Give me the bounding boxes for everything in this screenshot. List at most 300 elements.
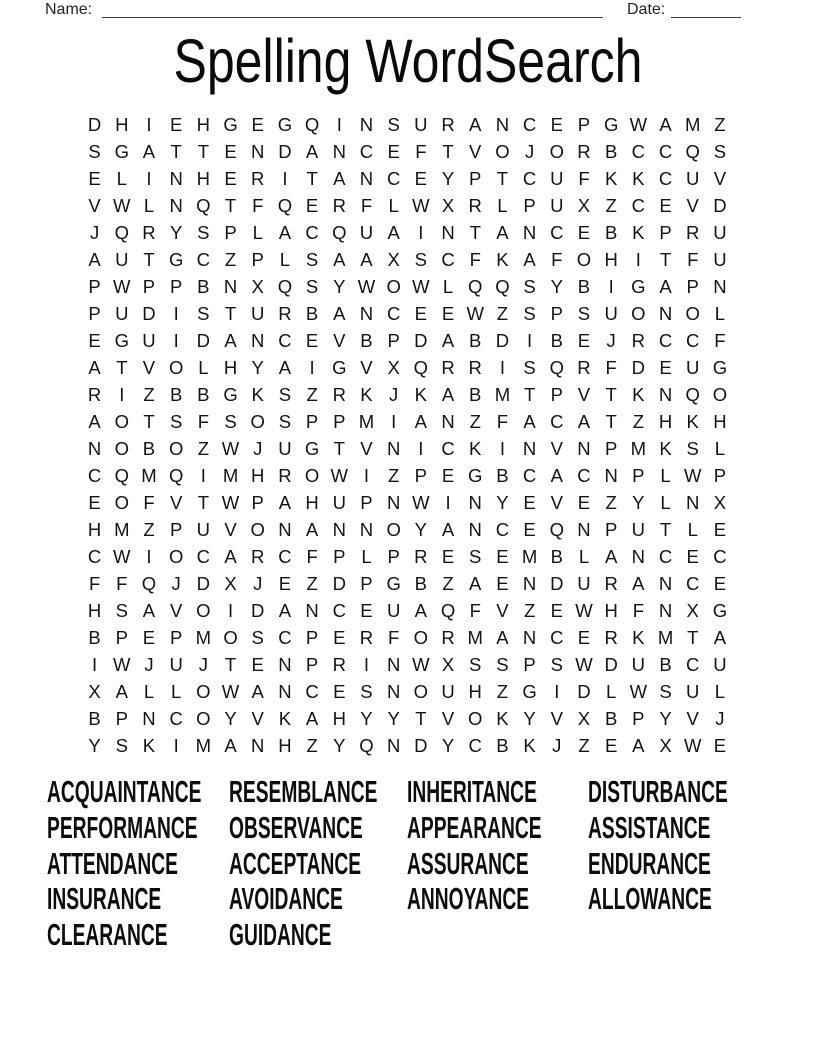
grid-letter-r24c10: Y <box>333 735 346 757</box>
grid-letter-r23c23: V <box>686 708 699 730</box>
grid-letter-r11c20: T <box>605 384 617 406</box>
grid-letter-r3c15: P <box>469 168 482 190</box>
grid-letter-r18c15: A <box>469 573 482 595</box>
grid-letter-r7c21: G <box>631 276 646 298</box>
word-item: AVOIDANCE <box>229 882 343 917</box>
grid-letter-r10c9: I <box>309 357 315 379</box>
grid-letter-r2c19: R <box>577 141 591 163</box>
grid-letter-r2c20: B <box>604 141 618 163</box>
grid-letter-r1c6: G <box>223 114 238 136</box>
grid-letter-r7c15: Q <box>468 276 483 298</box>
grid-letter-r12c24: H <box>713 411 727 433</box>
grid-letter-r12c14: N <box>441 411 455 433</box>
grid-letter-r23c16: K <box>496 708 509 730</box>
grid-letter-r16c16: C <box>495 519 510 541</box>
grid-letter-r19c7: D <box>251 600 265 622</box>
grid-letter-r18c22: N <box>658 573 673 595</box>
grid-letter-r23c10: H <box>332 708 346 730</box>
grid-letter-r1c9: Q <box>304 114 320 136</box>
grid-letter-r21c4: U <box>169 654 183 676</box>
grid-letter-r15c12: N <box>386 492 401 514</box>
grid-letter-r6c13: S <box>414 249 428 271</box>
grid-letter-r21c6: T <box>224 654 237 676</box>
grid-letter-r10c18: Q <box>549 357 564 379</box>
grid-letter-r18c11: P <box>360 573 373 595</box>
grid-letter-r1c2: H <box>115 114 129 136</box>
grid-letter-r19c22: N <box>658 600 673 622</box>
grid-letter-r3c20: K <box>604 168 618 190</box>
grid-letter-r7c1: P <box>88 276 101 298</box>
grid-letter-r17c4: O <box>168 546 184 568</box>
grid-letter-r4c7: F <box>252 195 264 217</box>
grid-letter-r17c2: W <box>113 546 131 568</box>
grid-letter-r10c1: A <box>88 357 101 379</box>
grid-letter-r20c4: P <box>169 627 183 649</box>
grid-letter-r20c14: R <box>441 627 455 649</box>
grid-letter-r3c13: E <box>414 168 428 190</box>
grid-letter-r9c22: C <box>658 330 673 352</box>
grid-letter-r8c8: R <box>278 303 292 325</box>
grid-letter-r18c3: Q <box>141 573 157 595</box>
grid-letter-r18c14: Z <box>442 573 454 595</box>
grid-letter-r8c22: N <box>658 303 673 325</box>
grid-letter-r9c5: D <box>196 330 211 352</box>
grid-letter-r11c4: B <box>169 384 183 406</box>
grid-letter-r6c11: A <box>360 249 373 271</box>
grid-letter-r12c5: F <box>197 411 209 433</box>
grid-letter-r15c19: E <box>577 492 591 514</box>
grid-letter-r11c22: N <box>658 384 673 406</box>
grid-letter-r17c18: B <box>550 546 563 568</box>
grid-letter-r12c12: I <box>391 411 397 433</box>
grid-letter-r20c18: C <box>550 627 564 649</box>
grid-letter-r5c8: A <box>278 222 292 244</box>
grid-letter-r8c2: U <box>115 303 129 325</box>
grid-letter-r13c16: I <box>499 438 505 460</box>
grid-letter-r20c1: B <box>88 627 101 649</box>
grid-letter-r22c10: E <box>333 681 346 703</box>
grid-letter-r22c8: N <box>278 681 292 703</box>
grid-letter-r13c6: W <box>221 438 240 460</box>
grid-letter-r23c8: K <box>278 708 292 730</box>
grid-letter-r17c15: S <box>469 546 482 568</box>
grid-letter-r13c9: G <box>304 438 320 460</box>
grid-letter-r24c22: X <box>659 735 672 757</box>
grid-letter-r7c11: W <box>357 276 376 298</box>
grid-letter-r22c17: G <box>522 681 537 703</box>
grid-letter-r10c7: Y <box>251 357 264 379</box>
grid-letter-r7c22: A <box>659 276 672 298</box>
grid-letter-r16c20: P <box>604 519 618 541</box>
grid-letter-r5c3: R <box>142 222 156 244</box>
grid-letter-r17c10: P <box>333 546 346 568</box>
grid-letter-r3c24: V <box>713 168 727 190</box>
grid-letter-r18c5: D <box>196 573 211 595</box>
grid-letter-r8c23: O <box>685 303 700 325</box>
grid-letter-r16c23: L <box>687 519 698 541</box>
grid-letter-r24c17: K <box>523 735 536 757</box>
grid-letter-r9c9: E <box>305 330 319 352</box>
grid-letter-r1c17: C <box>522 114 537 136</box>
grid-letter-r20c6: O <box>223 627 238 649</box>
grid-letter-r13c17: N <box>522 438 537 460</box>
grid-letter-r19c9: N <box>305 600 319 622</box>
grid-letter-r12c15: Z <box>469 411 481 433</box>
word-item: ASSURANCE <box>407 846 529 881</box>
grid-letter-r22c18: I <box>554 681 560 703</box>
grid-letter-r15c4: V <box>169 492 183 514</box>
grid-letter-r11c9: Z <box>306 384 318 406</box>
grid-letter-r4c10: R <box>332 195 346 217</box>
grid-letter-r17c21: N <box>631 546 646 568</box>
grid-letter-r20c12: F <box>388 627 400 649</box>
grid-letter-r7c12: O <box>386 276 401 298</box>
grid-letter-r10c14: R <box>441 357 455 379</box>
grid-letter-r21c10: R <box>332 654 346 676</box>
grid-letter-r4c19: X <box>577 195 591 217</box>
grid-letter-r22c15: H <box>468 681 482 703</box>
grid-letter-r8c20: U <box>604 303 618 325</box>
grid-letter-r2c3: A <box>142 141 156 163</box>
grid-letter-r16c19: N <box>577 519 591 541</box>
grid-letter-r5c21: K <box>632 222 645 244</box>
grid-letter-r11c7: K <box>251 384 264 406</box>
grid-letter-r5c18: C <box>550 222 564 244</box>
grid-letter-r24c14: Y <box>441 735 455 757</box>
grid-letter-r17c11: L <box>361 546 372 568</box>
grid-letter-r18c9: Z <box>306 573 318 595</box>
grid-letter-r4c2: W <box>113 195 131 217</box>
grid-letter-r24c24: E <box>713 735 727 757</box>
grid-letter-r15c13: W <box>412 492 430 514</box>
grid-letter-r14c22: L <box>660 465 671 487</box>
grid-letter-r23c18: V <box>550 708 563 730</box>
grid-letter-r20c19: E <box>577 627 591 649</box>
grid-letter-r11c19: V <box>577 384 591 406</box>
grid-letter-r24c1: Y <box>88 735 101 757</box>
grid-letter-r12c23: K <box>686 411 699 433</box>
grid-letter-r10c2: T <box>116 357 128 379</box>
grid-letter-r8c3: D <box>142 303 156 325</box>
grid-letter-r9c6: A <box>224 330 237 352</box>
grid-letter-r22c4: L <box>171 681 182 703</box>
grid-letter-r21c3: J <box>144 654 154 676</box>
grid-letter-r4c20: Z <box>605 195 617 217</box>
grid-letter-r13c23: S <box>686 438 699 460</box>
grid-letter-r3c18: U <box>550 168 564 190</box>
grid-letter-r13c21: M <box>630 438 647 460</box>
grid-letter-r18c16: E <box>496 573 509 595</box>
grid-letter-r13c12: N <box>386 438 401 460</box>
grid-letter-r23c3: N <box>142 708 156 730</box>
grid-letter-r16c10: N <box>332 519 346 541</box>
grid-letter-r20c7: S <box>251 627 264 649</box>
grid-letter-r24c20: E <box>604 735 618 757</box>
grid-letter-r23c15: O <box>468 708 483 730</box>
grid-letter-r7c3: P <box>142 276 156 298</box>
grid-letter-r16c4: P <box>169 519 183 541</box>
grid-letter-r21c9: P <box>305 654 319 676</box>
grid-letter-r21c23: C <box>686 654 700 676</box>
grid-letter-r17c12: P <box>387 546 400 568</box>
grid-letter-r4c8: Q <box>277 195 293 217</box>
grid-letter-r23c22: Y <box>659 708 672 730</box>
grid-letter-r19c11: E <box>360 600 373 622</box>
grid-letter-r7c10: Y <box>333 276 346 298</box>
grid-letter-r18c2: F <box>116 573 128 595</box>
grid-letter-r14c13: P <box>414 465 428 487</box>
grid-letter-r13c20: P <box>604 438 618 460</box>
word-item: ACQUAINTANCE <box>47 775 202 809</box>
grid-letter-r15c22: L <box>660 492 671 514</box>
grid-letter-r6c19: O <box>576 249 592 271</box>
word-item: ATTENDANCE <box>47 846 178 881</box>
grid-letter-r6c10: A <box>333 249 346 271</box>
grid-letter-r17c23: E <box>686 546 699 568</box>
grid-letter-r23c19: X <box>577 708 591 730</box>
grid-letter-r15c2: O <box>114 492 129 514</box>
grid-letter-r17c14: E <box>441 546 455 568</box>
grid-letter-r19c8: A <box>278 600 292 622</box>
grid-letter-r14c5: I <box>200 465 206 487</box>
grid-letter-r7c23: P <box>686 276 699 298</box>
grid-letter-r24c23: W <box>683 735 702 757</box>
grid-letter-r23c2: P <box>115 708 128 730</box>
grid-letter-r10c24: G <box>712 357 728 379</box>
grid-letter-r11c3: Z <box>143 384 155 406</box>
grid-letter-r24c15: C <box>468 735 482 757</box>
grid-letter-r3c19: F <box>578 168 590 190</box>
word-item: APPEARANCE <box>407 810 542 845</box>
grid-letter-r24c9: Z <box>306 735 318 757</box>
grid-letter-r4c12: L <box>388 195 399 217</box>
grid-letter-r7c19: B <box>577 276 591 298</box>
grid-letter-r10c12: X <box>387 357 400 379</box>
grid-letter-r17c19: L <box>578 546 590 568</box>
grid-letter-r2c21: C <box>631 141 646 163</box>
grid-letter-r5c20: B <box>604 222 618 244</box>
grid-letter-r6c22: T <box>659 249 672 271</box>
grid-letter-r14c14: E <box>441 465 455 487</box>
grid-letter-r22c20: L <box>606 681 617 703</box>
grid-letter-r3c22: C <box>658 168 673 190</box>
grid-letter-r15c5: T <box>197 492 209 514</box>
grid-letter-r11c10: R <box>332 384 346 406</box>
grid-letter-r20c24: A <box>713 627 727 649</box>
grid-letter-r12c3: T <box>143 411 155 433</box>
grid-letter-r6c14: C <box>441 249 455 271</box>
grid-letter-r4c3: L <box>143 195 155 217</box>
grid-letter-r5c13: I <box>418 222 424 244</box>
grid-letter-r17c3: I <box>146 546 152 568</box>
grid-letter-r22c2: A <box>115 681 128 703</box>
grid-letter-r8c10: A <box>333 303 346 325</box>
grid-letter-r2c12: E <box>387 141 400 163</box>
word-bank-column-4 <box>588 777 758 920</box>
grid-letter-r19c18: E <box>550 600 563 622</box>
grid-letter-r22c23: U <box>686 681 700 703</box>
grid-letter-r5c10: Q <box>332 222 347 244</box>
grid-letter-r18c12: G <box>386 573 401 595</box>
grid-letter-r15c1: E <box>88 492 101 514</box>
grid-letter-r16c5: U <box>196 519 211 541</box>
grid-letter-r14c23: W <box>683 465 702 487</box>
grid-letter-r10c4: O <box>168 357 184 379</box>
word-item: INSURANCE <box>47 882 162 917</box>
grid-letter-r3c23: U <box>686 168 700 190</box>
grid-letter-r8c7: U <box>251 303 265 325</box>
grid-letter-r10c13: Q <box>413 357 429 379</box>
grid-letter-r9c15: B <box>469 330 482 352</box>
grid-letter-r8c19: S <box>577 303 591 325</box>
grid-letter-r16c9: A <box>305 519 319 541</box>
grid-letter-r17c22: C <box>658 546 673 568</box>
grid-letter-r18c8: E <box>278 573 292 595</box>
grid-letter-r1c13: U <box>414 114 428 136</box>
grid-letter-r17c9: F <box>306 546 318 568</box>
grid-letter-r8c14: E <box>441 303 455 325</box>
grid-letter-r14c9: O <box>304 465 320 487</box>
grid-letter-r3c5: H <box>196 168 211 190</box>
title-row <box>0 27 816 95</box>
grid-letter-r5c16: A <box>496 222 509 244</box>
grid-letter-r10c10: G <box>332 357 347 379</box>
grid-letter-r14c21: P <box>632 465 645 487</box>
grid-letter-r6c20: H <box>604 249 618 271</box>
grid-letter-r19c12: U <box>386 600 401 622</box>
grid-letter-r5c15: T <box>469 222 481 244</box>
grid-letter-r14c2: Q <box>114 465 129 487</box>
grid-letter-r15c14: I <box>445 492 451 514</box>
grid-letter-r2c8: D <box>278 141 292 163</box>
grid-letter-r2c15: V <box>469 141 482 163</box>
grid-letter-r8c12: C <box>386 303 401 325</box>
grid-letter-r21c1: I <box>92 654 98 676</box>
name-fill-line <box>102 0 603 18</box>
word-item: OBSERVANCE <box>229 810 363 845</box>
grid-letter-r4c6: T <box>224 195 237 217</box>
grid-letter-r22c9: C <box>305 681 319 703</box>
grid-letter-r1c3: I <box>146 114 152 136</box>
grid-letter-r8c4: I <box>173 303 179 325</box>
grid-letter-r12c11: M <box>358 411 375 433</box>
grid-letter-r14c20: N <box>604 465 618 487</box>
grid-letter-r20c3: E <box>142 627 156 649</box>
grid-letter-r19c16: V <box>496 600 509 622</box>
grid-letter-r1c18: E <box>550 114 563 136</box>
grid-letter-r1c19: P <box>577 114 591 136</box>
grid-letter-r7c24: N <box>713 276 727 298</box>
grid-letter-r20c2: P <box>115 627 128 649</box>
grid-letter-r8c24: L <box>714 303 726 325</box>
grid-letter-r14c15: G <box>468 465 483 487</box>
grid-letter-r17c7: R <box>251 546 265 568</box>
grid-letter-r2c1: S <box>88 141 101 163</box>
grid-letter-r10c3: V <box>142 357 156 379</box>
grid-letter-r15c10: U <box>332 492 346 514</box>
grid-letter-r5c19: E <box>577 222 591 244</box>
grid-letter-r17c13: R <box>414 546 428 568</box>
grid-letter-r11c6: G <box>223 384 238 406</box>
grid-letter-r10c5: L <box>198 357 209 379</box>
grid-letter-r23c21: P <box>632 708 645 730</box>
grid-letter-r13c14: C <box>441 438 455 460</box>
grid-letter-r14c8: R <box>278 465 292 487</box>
grid-letter-r2c17: J <box>524 141 535 163</box>
grid-letter-r7c14: L <box>442 276 454 298</box>
grid-letter-r20c5: M <box>195 627 212 649</box>
grid-letter-r20c20: R <box>604 627 618 649</box>
grid-letter-r19c19: W <box>575 600 593 622</box>
grid-letter-r7c6: N <box>223 276 238 298</box>
grid-letter-r20c15: M <box>467 627 483 649</box>
date-label: Date: <box>627 1 666 18</box>
grid-letter-r24c11: Q <box>359 735 374 757</box>
grid-letter-r5c11: U <box>359 222 374 244</box>
grid-letter-r4c5: Q <box>196 195 211 217</box>
grid-letter-r6c17: A <box>523 249 536 271</box>
grid-letter-r11c5: B <box>197 384 210 406</box>
date-fill-line <box>671 0 741 18</box>
grid-letter-r21c8: N <box>278 654 292 676</box>
grid-letter-r13c11: V <box>360 438 373 460</box>
grid-letter-r16c21: U <box>631 519 646 541</box>
grid-letter-r19c21: F <box>632 600 644 622</box>
grid-letter-r10c15: R <box>468 357 482 379</box>
grid-letter-r4c23: V <box>686 195 699 217</box>
grid-letter-r11c12: J <box>389 384 399 406</box>
grid-letter-r1c16: N <box>495 114 510 136</box>
grid-letter-r10c22: E <box>659 357 672 379</box>
grid-letter-r16c24: E <box>713 519 727 541</box>
grid-letter-r11c1: R <box>87 384 102 406</box>
grid-letter-r22c13: O <box>413 681 429 703</box>
grid-letter-r3c4: N <box>169 168 183 190</box>
grid-letter-r12c1: A <box>88 411 101 433</box>
grid-letter-r16c13: Y <box>414 519 428 541</box>
grid-letter-r12c22: H <box>658 411 673 433</box>
grid-letter-r5c2: Q <box>114 222 129 244</box>
grid-letter-r12c8: S <box>278 411 292 433</box>
grid-letter-r7c4: P <box>169 276 183 298</box>
grid-letter-r2c4: T <box>170 141 182 163</box>
grid-letter-r4c9: E <box>305 195 319 217</box>
word-item: ALLOWANCE <box>588 882 712 917</box>
grid-letter-r14c6: M <box>222 465 239 487</box>
word-bank-column-2 <box>229 777 407 956</box>
grid-letter-r10c11: V <box>360 357 373 379</box>
grid-letter-r6c8: L <box>279 249 291 271</box>
grid-letter-r2c14: T <box>442 141 454 163</box>
grid-letter-r19c24: G <box>712 600 728 622</box>
word-item: RESEMBLANCE <box>229 775 378 809</box>
grid-letter-r6c4: G <box>168 249 184 271</box>
grid-letter-r19c15: F <box>469 600 481 622</box>
grid-letter-r9c18: B <box>550 330 563 352</box>
grid-letter-r17c6: A <box>224 546 237 568</box>
grid-letter-r18c18: D <box>550 573 564 595</box>
grid-letter-r20c17: N <box>522 627 537 649</box>
grid-letter-r15c16: Y <box>496 492 509 514</box>
grid-letter-r5c6: P <box>224 222 237 244</box>
grid-letter-r21c16: S <box>496 654 509 676</box>
grid-letter-r9c10: V <box>333 330 346 352</box>
grid-letter-r22c7: A <box>251 681 264 703</box>
grid-letter-r2c10: N <box>332 141 346 163</box>
puzzle-grid <box>81 112 734 760</box>
grid-letter-r1c22: A <box>659 114 672 136</box>
grid-letter-r2c2: G <box>114 141 129 163</box>
